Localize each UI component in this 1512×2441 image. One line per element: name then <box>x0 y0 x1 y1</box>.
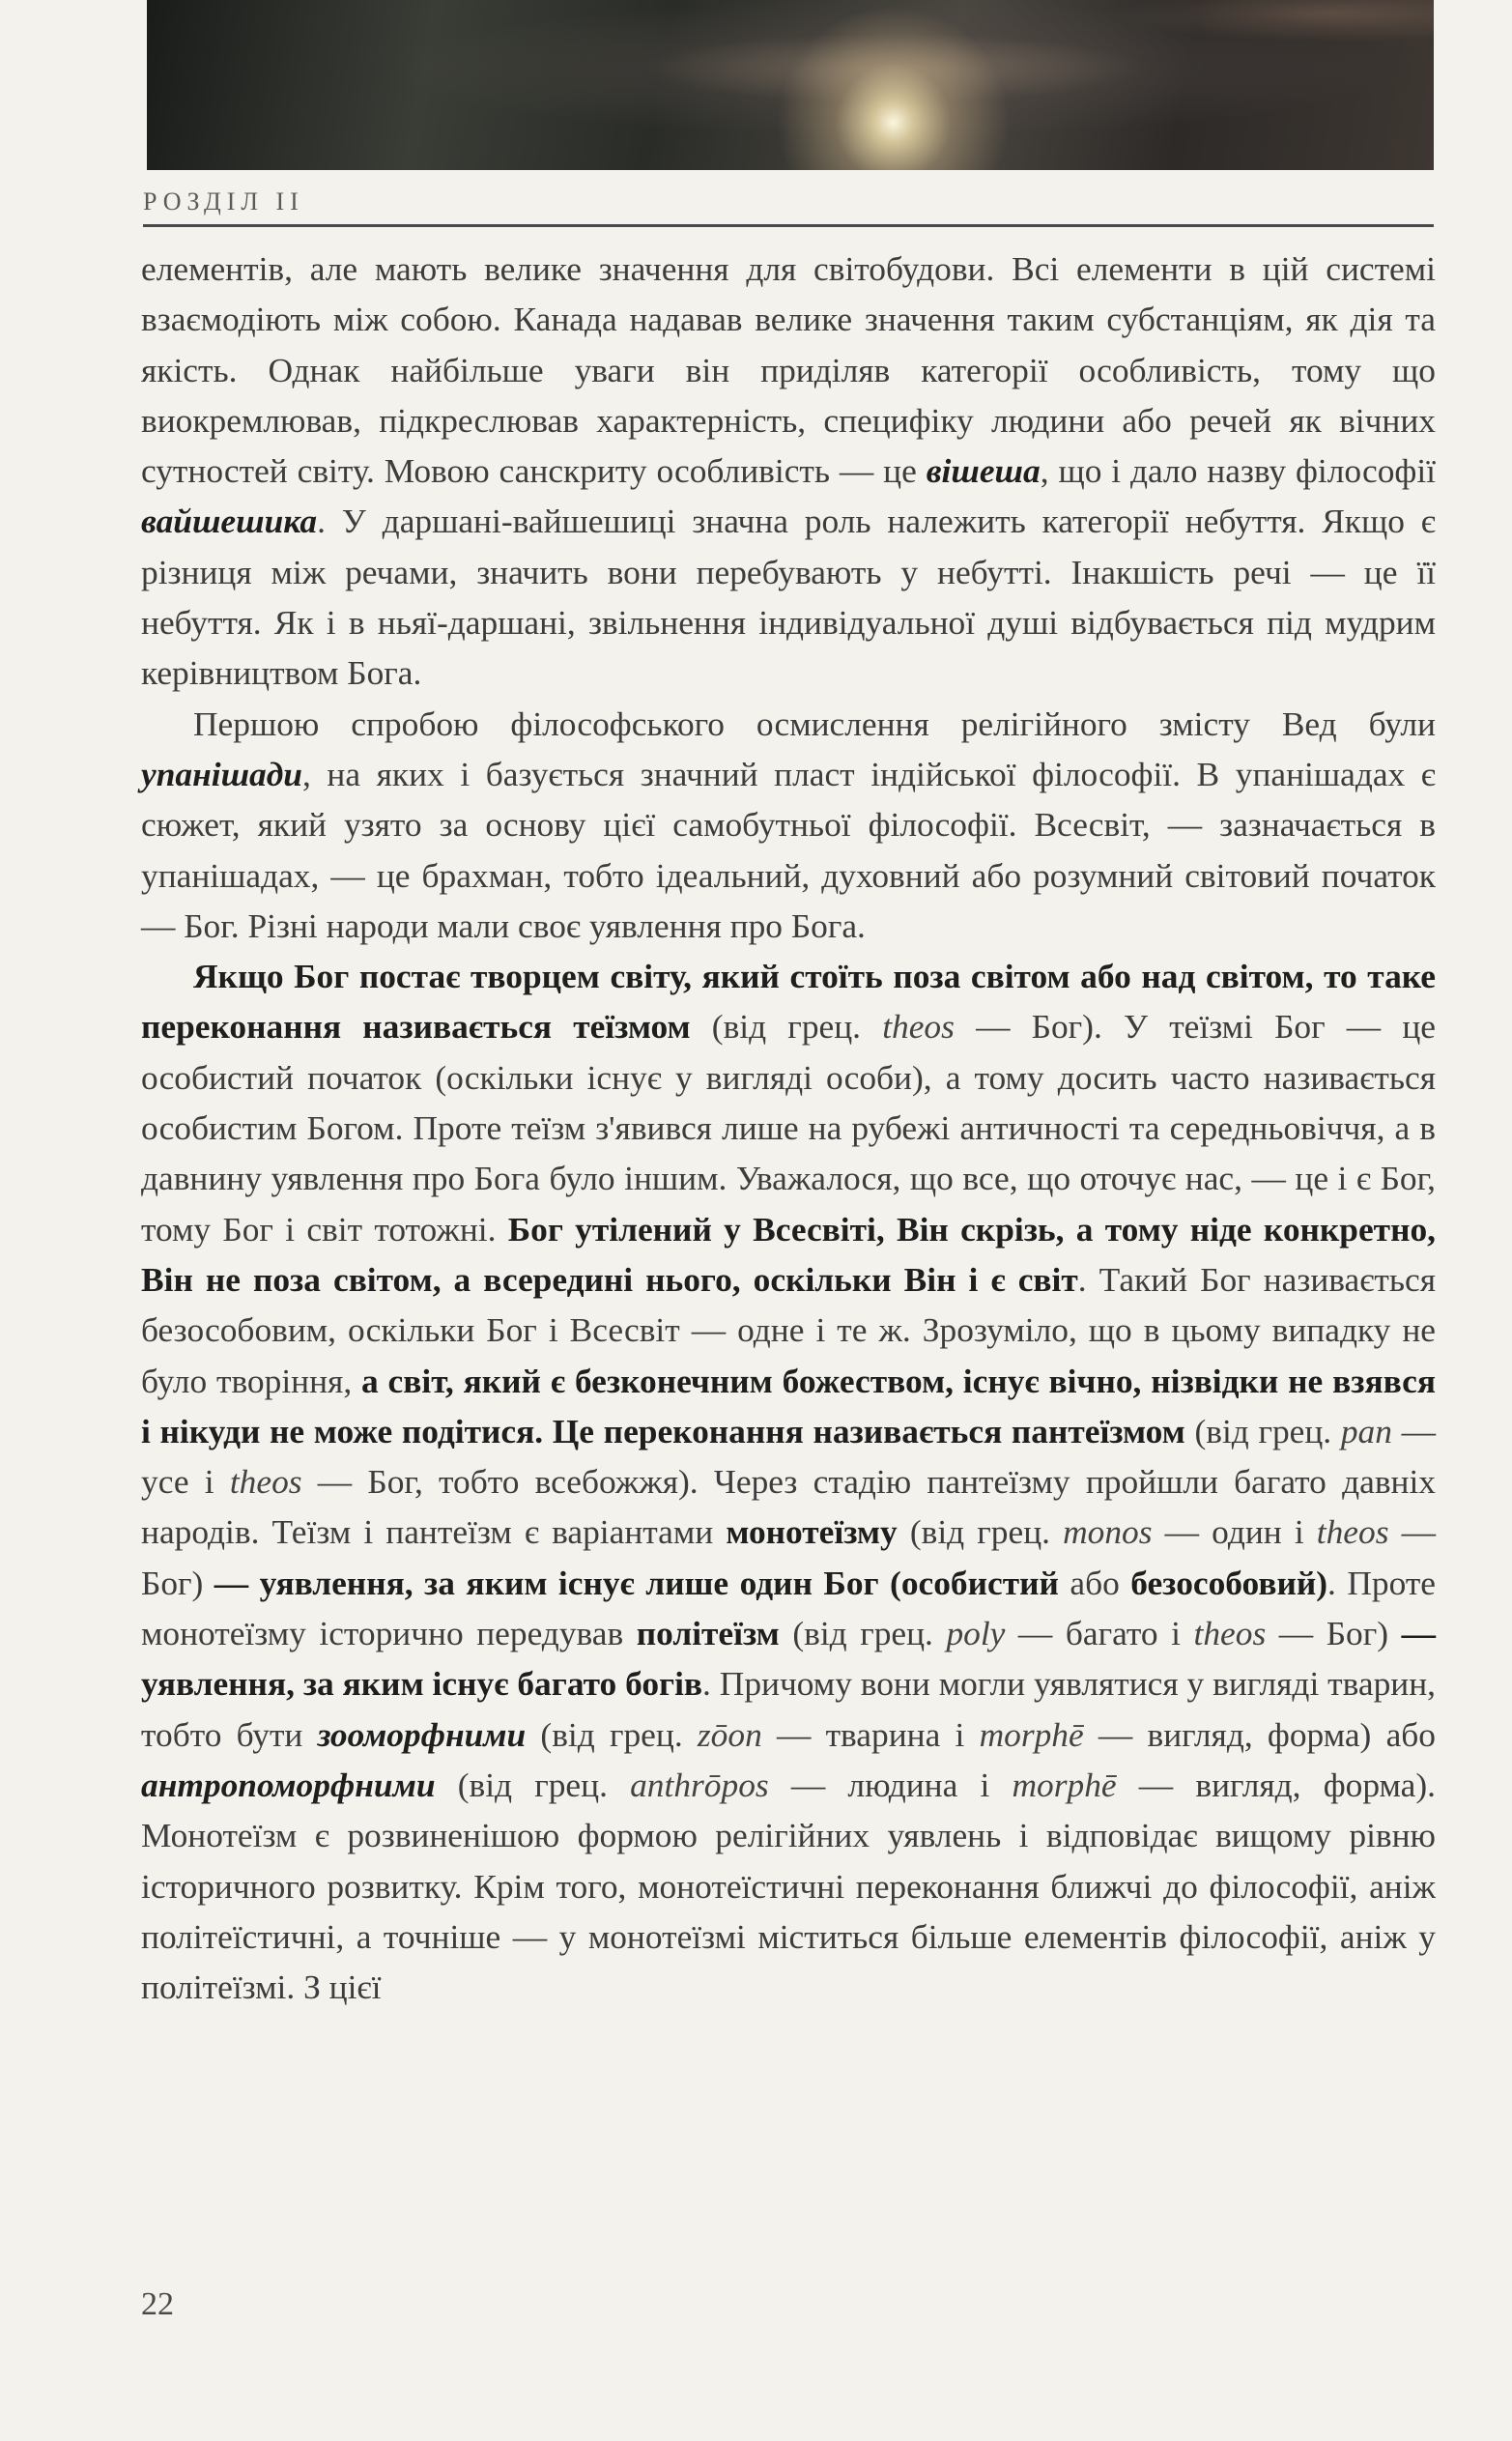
text-run: — Бог) <box>1266 1614 1402 1653</box>
italic-term: morphē <box>979 1714 1084 1754</box>
text-run: — Бог) <box>141 1512 1436 1602</box>
italic-term: anthrōpos <box>630 1765 769 1804</box>
text-run: (від грец. <box>779 1614 947 1653</box>
italic-term: morphē <box>1012 1765 1117 1804</box>
text-run: — вигляд, форма). Монотеїзм є розвиненішою формою релігійних уявлень і відповідає вищому рівню історичного розвитку. Крім того, монотеїстичні переконання ближчі до філософії, аніж політеїстичні, а точніше — у монотеїзмі міститься більше елементів філософії, аніж у політеїзмі. З цієї <box>141 1765 1436 2007</box>
text-run: , що і дало назву філософії <box>1040 451 1436 491</box>
emphasized-term: політеїзм <box>636 1614 780 1653</box>
text-run: — тварина і <box>761 1714 980 1754</box>
italic-term: theos <box>1193 1614 1267 1653</box>
text-run: (від грец. <box>1184 1411 1341 1450</box>
italic-term: monos <box>1063 1512 1153 1552</box>
emphasized-term: упанішади <box>141 754 302 793</box>
text-run: — багато і <box>1005 1614 1194 1653</box>
text-run: — один і <box>1152 1512 1317 1552</box>
header-galaxy-image <box>147 0 1434 170</box>
text-run: — Бог). У теїзмі Бог — це особистий початок (оскільки існує у вигляді особи), а тому досить часто називається особистим Богом. Проте теїзм з'явився лише на рубежі античності та середньовіччя, а в давнину уявлення про Бога було іншим. Уважалося, що все, що оточує нас, — це і є Бог, тому Бог і світ тотожні. <box>141 1007 1436 1249</box>
emphasized-term: Бог утілений у Всесвіті, Він скрізь, а тому ніде конкретно, Він не поза світом, а всередині нього, оскільки Він і є світ <box>141 1209 1437 1299</box>
text-run: . У даршані-вайшешиці значна роль належить категорії небуття. Якщо є різниця між речами, значить вони перебувають у небутті. Інакшість речі — це її небуття. Як і в ньяї-даршані, звільнення індивідуальної душі відбувається під мудрим керівництвом Бога. <box>141 502 1436 693</box>
emphasized-term: — уявлення, за яким існує багато богів <box>141 1614 1436 1704</box>
emphasized-term: антропоморфними <box>141 1765 436 1804</box>
italic-term: pan <box>1340 1411 1392 1450</box>
paragraph <box>141 244 1436 699</box>
text-run: елементів, але мають велике значення для світобудови. Всі елементи в цій системі взаємодіють між собою. Канада надавав велике значення таким субстанціям, як дія та якість. Однак найбільше уваги він приділяв категорії особливість, тому що виокремлював, підкреслював характерність, специфіку людини або речей як вічних сутностей світу. Мовою санскриту особливість — це <box>141 249 1436 491</box>
text-run: або <box>1058 1563 1131 1602</box>
page-number: 22 <box>141 2286 174 2322</box>
header-divider <box>143 224 1434 227</box>
italic-term: theos <box>1316 1512 1389 1552</box>
emphasized-term: монотеїзму <box>726 1512 898 1552</box>
text-run: (від грец. <box>690 1007 883 1047</box>
text-run: . Причому вони могли уявлятися у вигляді тварин, тобто бути <box>141 1664 1436 1754</box>
paragraph <box>141 699 1436 951</box>
italic-term: theos <box>882 1007 955 1047</box>
emphasized-term: — уявлення, за яким існує лише один Бог (особистий <box>214 1563 1059 1602</box>
text-run: (від грец. <box>526 1714 698 1754</box>
text-run: — усе і <box>141 1411 1436 1502</box>
text-run: . Проте монотеїзму історично передував <box>141 1563 1436 1653</box>
emphasized-term: а світ, який є безконечним божеством, існує вічно, нізвідки не взявся і нікуди не може подітися. Це переконання називається пантеїзмом <box>141 1361 1436 1450</box>
emphasized-term: зооморфними <box>317 1714 527 1754</box>
italic-term: poly <box>946 1614 1006 1653</box>
italic-term: theos <box>229 1462 302 1502</box>
text-run: — Бог, тобто всебожжя). Через стадію пантеїзму пройшли багато давніх народів. Теїзм і пантеїзм є варіантами <box>141 1462 1436 1552</box>
text-run: , на яких і базується значний пласт індійської філософії. В упанішадах є сюжет, який узято за основу цієї самобутньої філософії. Всесвіт, — зазначається в упанішадах, — це брахман, тобто ідеальний, духовний або розумний світовий початок — Бог. Різні народи мали своє уявлення про Бога. <box>141 754 1436 945</box>
body-text <box>141 244 1436 2012</box>
text-run: (від грец. <box>435 1765 631 1804</box>
italic-term: zōon <box>697 1714 762 1754</box>
emphasized-term: безособовий) <box>1130 1563 1328 1602</box>
emphasized-term: вайшешика <box>141 502 318 541</box>
paragraph <box>141 951 1436 2012</box>
section-label: РОЗДІЛ II <box>143 187 304 215</box>
text-run: — людина і <box>768 1765 1013 1804</box>
text-run: Першою спробою філософського осмислення релігійного змісту Вед були <box>193 704 1436 743</box>
emphasized-term: Якщо Бог постає творцем світу, який стоїть поза світом або над світом, то таке переконання називається теїзмом <box>141 957 1436 1047</box>
text-run: — вигляд, форма) або <box>1083 1714 1436 1754</box>
emphasized-term: вішеша <box>926 451 1041 491</box>
text-run: . Такий Бог називається безособовим, оскільки Бог і Всесвіт — одне і те ж. Зрозуміло, що в цьому випадку не було творіння, <box>141 1259 1436 1400</box>
text-run: (від грец. <box>897 1512 1064 1552</box>
